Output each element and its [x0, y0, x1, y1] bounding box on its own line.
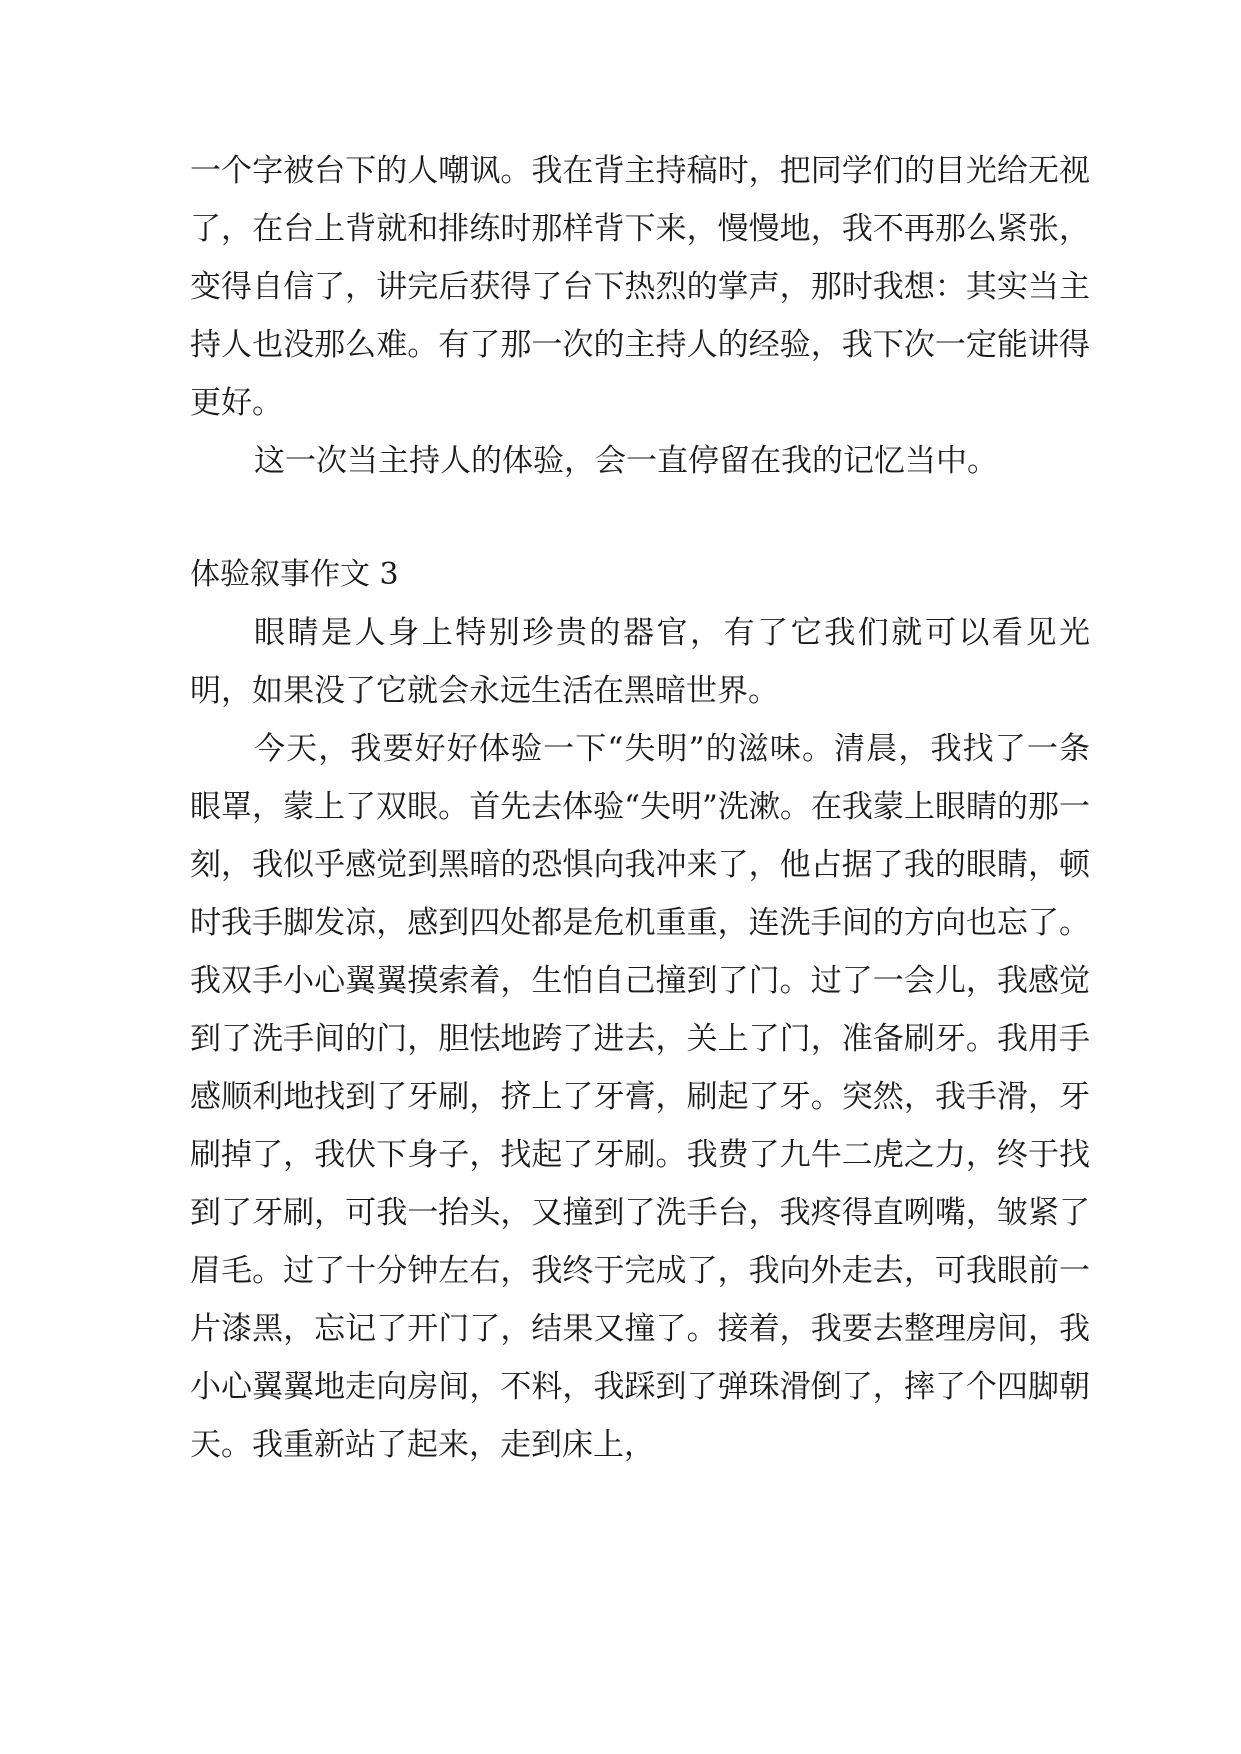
paragraph-body: 今天，我要好好体验一下“失明”的滋味。清晨，我找了一条眼罩，蒙上了双眼。首先去体验“失明”洗漱。在我蒙上眼睛的那一刻，我似乎感觉到黑暗的恐惧向我冲来了，他占据了我的眼睛，顿时我手脚发凉，感到四处都是危机重重，连洗手间的方向也忘了。我双手小心翼翼摸索着，生怕自己撞到了门。过了一会儿，我感觉到了洗手间的门，胆怯地跨了进去，关上了门，准备刷牙。我用手感顺利地找到了牙刷，挤上了牙膏，刷起了牙。突然，我手滑，牙刷掉了，我伏下身子，找起了牙刷。我费了九牛二虎之力，终于找到了牙刷，可我一抬头，又撞到了洗手台，我疼得直咧嘴，皱紧了眉毛。过了十分钟左右，我终于完成了，我向外走去，可我眼前一片漆黑，忘记了开门了，结果又撞了。接着，我要去整理房间，我小心翼翼地走向房间，不料，我踩到了弹珠滑倒了，摔了个四脚朝天。我重新站了起来，走到床上，	[190, 731, 1090, 1463]
document-body	[190, 142, 1090, 1474]
paragraph-intro: 眼睛是人身上特别珍贵的器官，有了它我们就可以看见光明，如果没了它就会永远生活在黑暗世界。	[190, 615, 1090, 709]
section-heading: 体验叙事作文 3	[190, 557, 399, 592]
paragraph-conclusion: 这一次当主持人的体验，会一直停留在我的记忆当中。	[254, 443, 998, 479]
paragraph-continued: 一个字被台下的人嘲讽。我在背主持稿时，把同学们的目光给无视了，在台上背就和排练时那样背下来，慢慢地，我不再那么紧张，变得自信了，讲完后获得了台下热烈的掌声，那时我想：其实当主持人也没那么难。有了那一次的主持人的经验，我下次一定能讲得更好。	[190, 153, 1090, 421]
